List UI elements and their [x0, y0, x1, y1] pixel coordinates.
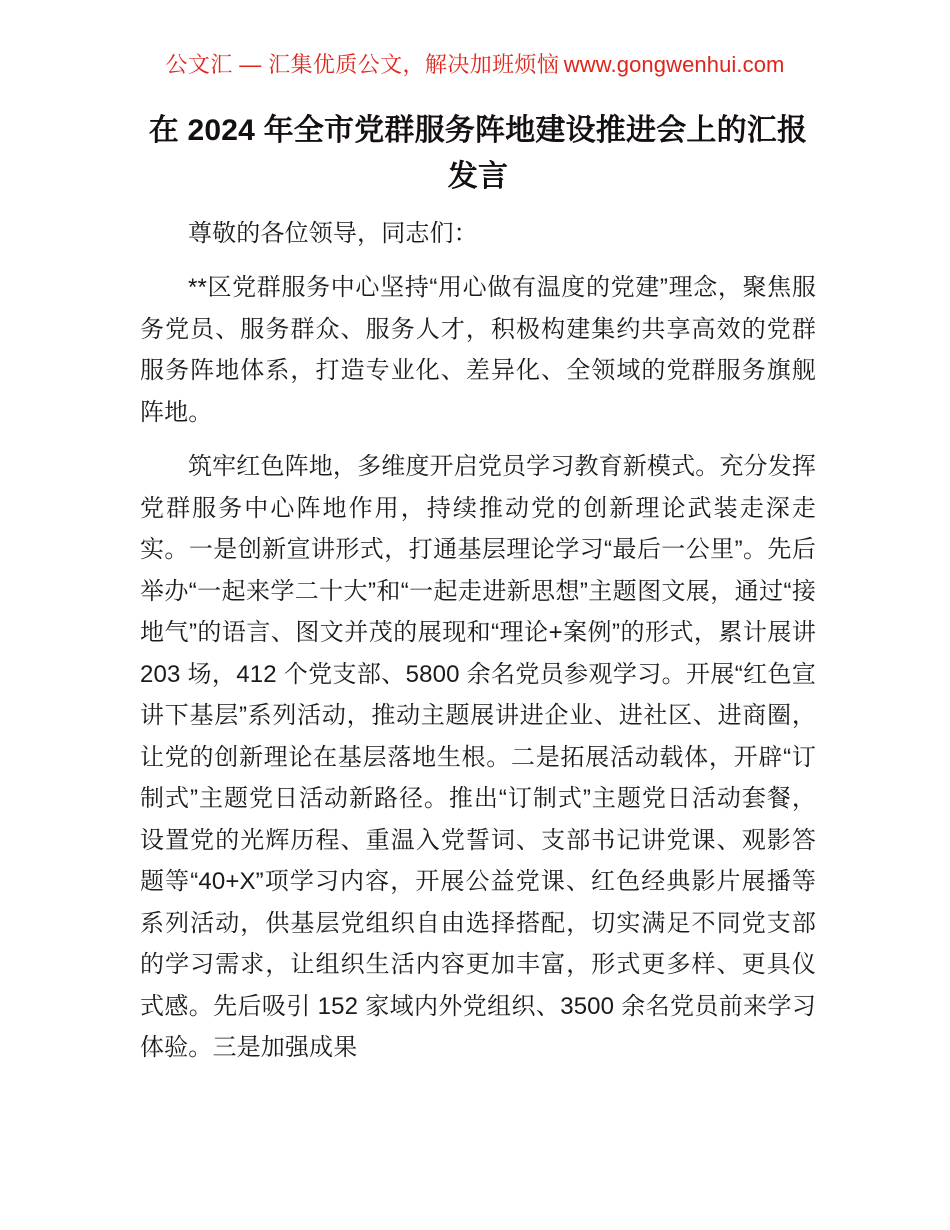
body-paragraph-2: 筑牢红色阵地，多维度开启党员学习教育新模式。充分发挥党群服务中心阵地作用，持续推动党的创新理论武装走深走实。一是创新宣讲形式，打通基层理论学习“最后一公里”。先后举办“一起来学二十大”和“一起走进新思想”主题图文展，通过“接地气”的语言、图文并茂的展现和“理论+案例”的形式，累计展讲 203 场，412 个党支部、5800 余名党员参观学习。开展“红色宣讲下基层”系列活动，推动主题展讲进企业、进社区、进商圈，让党的创新理论在基层落地生根。二是拓展活动载体，开辟“订制式”主题党日活动新路径。推出“订制式”主题党日活动套餐，设置党的光辉历程、重温入党誓词、支部书记讲党课、观影答题等“40+X”项学习内容，开展公益党课、红色经典影片展播等系列活动，供基层党组织自由选择搭配，切实满足不同党支部的学习需求，让组织生活内容更加丰富，形式更多样、更具仪式感。先后吸引 152 家域内外党组织、3500 余名党员前来学习体验。三是加强成果 [140, 453, 816, 1061]
site-brand-url: www.gongwenhui.com [563, 52, 785, 77]
page-title: 在 2024 年全市党群服务阵地建设推进会上的汇报发言 [148, 114, 808, 193]
document-content [140, 108, 816, 1069]
salutation-line: 尊敬的各位领导，同志们： [188, 220, 478, 247]
site-watermark-header [0, 48, 950, 79]
site-brand-text: 公文汇 — 汇集优质公文，解决加班烦恼 [165, 52, 560, 77]
body-paragraph-1: **区党群服务中心坚持“用心做有温度的党建”理念，聚焦服务党员、服务群众、服务人才，积极构建集约共享高效的党群服务阵地体系，打造专业化、差异化、全领域的党群服务旗舰阵地。 [140, 274, 816, 426]
